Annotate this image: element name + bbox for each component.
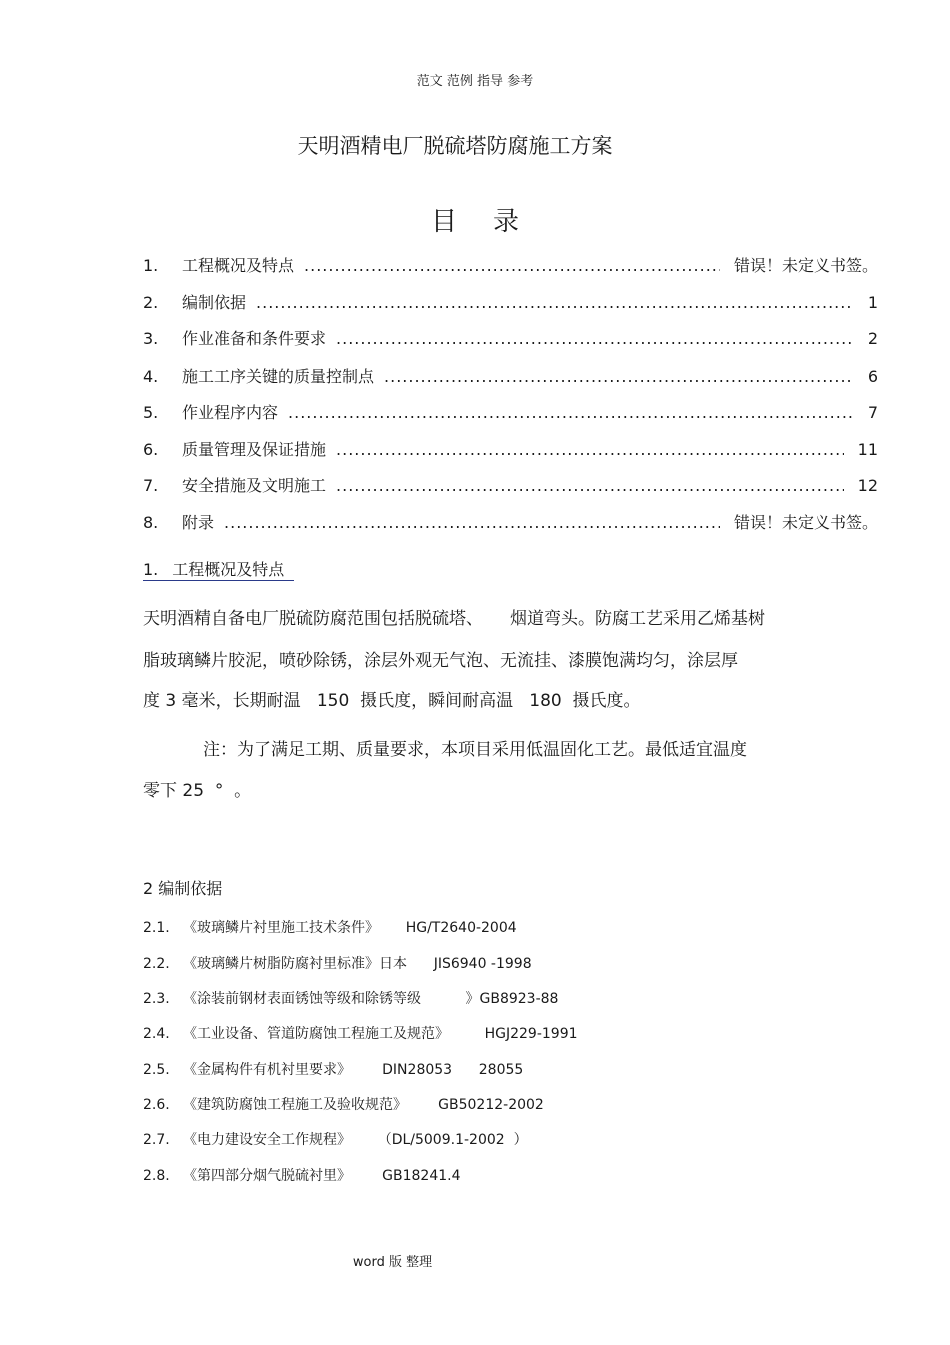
toc-entry-label: 施工工序关键的质量控制点: [182, 367, 375, 386]
toc-entry-label: 安全措施及文明施工: [182, 476, 327, 495]
reference-text: 《玻璃鳞片衬里施工技术条件》 HG/T2640-2004: [183, 920, 517, 936]
toc-entry-label: 工程概况及特点: [182, 256, 295, 275]
toc-entry[interactable]: [143, 437, 878, 461]
toc-entry[interactable]: [143, 400, 878, 424]
toc-leader-dots: [336, 476, 844, 495]
reference-text: 《第四部分烟气脱硫衬里》 GB18241.4: [183, 1168, 461, 1184]
toc-entry-page: 1: [867, 293, 878, 312]
toc-entry-number: 4.: [143, 367, 159, 386]
reference-text: 《玻璃鳞片树脂防腐衬里标准》日本 JIS6940 -1998: [183, 956, 532, 972]
reference-item: [143, 1129, 528, 1149]
toc-entry-page: 11: [857, 440, 878, 459]
reference-text: 《涂装前钢材表面锈蚀等级和除锈等级 》GB8923-88: [183, 991, 559, 1007]
toc-leader-dots: [304, 256, 720, 275]
reference-text: 《金属构件有机衬里要求》 DIN28053 28055: [183, 1062, 524, 1078]
toc-entry-page: 2: [867, 329, 878, 348]
toc-leader-dots: [336, 440, 844, 459]
reference-number: 2.1.: [143, 920, 170, 936]
toc-entry[interactable]: [143, 473, 878, 497]
toc-leader-dots: [384, 367, 854, 386]
toc-entry[interactable]: [143, 253, 878, 277]
toc-entry-number: 2.: [143, 293, 159, 312]
toc-entry-number: 7.: [143, 476, 159, 495]
toc-entry-label: 编制依据: [182, 293, 247, 312]
reference-text: 《电力建设安全工作规程》 （DL/5009.1-2002 ）: [183, 1132, 528, 1148]
document-title: 天明酒精电厂脱硫塔防腐施工方案: [297, 134, 613, 158]
toc-entry-number: 6.: [143, 440, 159, 459]
reference-item: [143, 1094, 544, 1114]
section-1-paragraph-line: 脂玻璃鳞片胶泥，喷砂除锈，涂层外观无气泡、无流挂、漆膜饱满均匀，涂层厚: [143, 651, 738, 671]
toc-leader-dots: [288, 403, 854, 422]
section-1-paragraph-line: 度 3 毫米，长期耐温 150 摄氏度，瞬间耐高温 180 摄氏度。: [143, 691, 641, 711]
toc-entry[interactable]: [143, 290, 878, 314]
toc-entry-page: 错误！未定义书签。: [733, 513, 878, 532]
section-2-heading: 2 编制依据: [143, 879, 223, 898]
reference-number: 2.2.: [143, 956, 170, 972]
toc-entry[interactable]: [143, 326, 878, 350]
toc-leader-dots: [336, 329, 854, 348]
reference-item: [143, 1023, 578, 1043]
toc-entry-number: 8.: [143, 513, 159, 532]
toc-entry-number: 3.: [143, 329, 159, 348]
toc-entry-page: 6: [867, 367, 878, 386]
toc-entry-label: 作业准备和条件要求: [182, 329, 327, 348]
reference-number: 2.3.: [143, 991, 170, 1007]
page-header: 范文 范例 指导 参考: [416, 74, 534, 89]
reference-item: [143, 988, 558, 1008]
reference-number: 2.6.: [143, 1097, 170, 1113]
toc-entry-label: 质量管理及保证措施: [182, 440, 327, 459]
section-1-paragraph-line: 天明酒精自备电厂脱硫防腐范围包括脱硫塔、 烟道弯头。防腐工艺采用乙烯基树: [143, 609, 766, 629]
reference-item: [143, 917, 517, 937]
toc-leader-dots: [224, 513, 720, 532]
reference-item: [143, 1059, 523, 1079]
section-1-title: 工程概况及特点: [172, 560, 285, 579]
reference-item: [143, 953, 532, 973]
toc-entry-page: 7: [867, 403, 878, 422]
section-1-number: 1.: [143, 560, 159, 579]
reference-number: 2.7.: [143, 1132, 170, 1148]
reference-number: 2.8.: [143, 1168, 170, 1184]
section-1-heading[interactable]: [143, 557, 294, 581]
reference-item: [143, 1165, 461, 1185]
toc-heading: 目录: [430, 207, 555, 237]
toc-entry-label: 作业程序内容: [182, 403, 279, 422]
reference-number: 2.4.: [143, 1026, 170, 1042]
toc-leader-dots: [256, 293, 854, 312]
reference-text: 《工业设备、管道防腐蚀工程施工及规范》 HGJ229-1991: [183, 1026, 578, 1042]
toc-entry-label: 附录: [182, 513, 215, 532]
note-line: 注：为了满足工期、质量要求，本项目采用低温固化工艺。最低适宜温度: [203, 740, 747, 760]
toc-entry-page: 12: [857, 476, 878, 495]
toc-entry[interactable]: [143, 510, 878, 534]
page-footer: word 版 整理: [352, 1255, 433, 1270]
note-line: 零下 25 ° 。: [143, 781, 252, 801]
reference-number: 2.5.: [143, 1062, 170, 1078]
toc-entry-page: 错误！未定义书签。: [733, 256, 878, 275]
toc-entry[interactable]: [143, 364, 878, 388]
reference-text: 《建筑防腐蚀工程施工及验收规范》 GB50212-2002: [183, 1097, 544, 1113]
toc-entry-number: 1.: [143, 256, 159, 275]
toc-entry-number: 5.: [143, 403, 159, 422]
